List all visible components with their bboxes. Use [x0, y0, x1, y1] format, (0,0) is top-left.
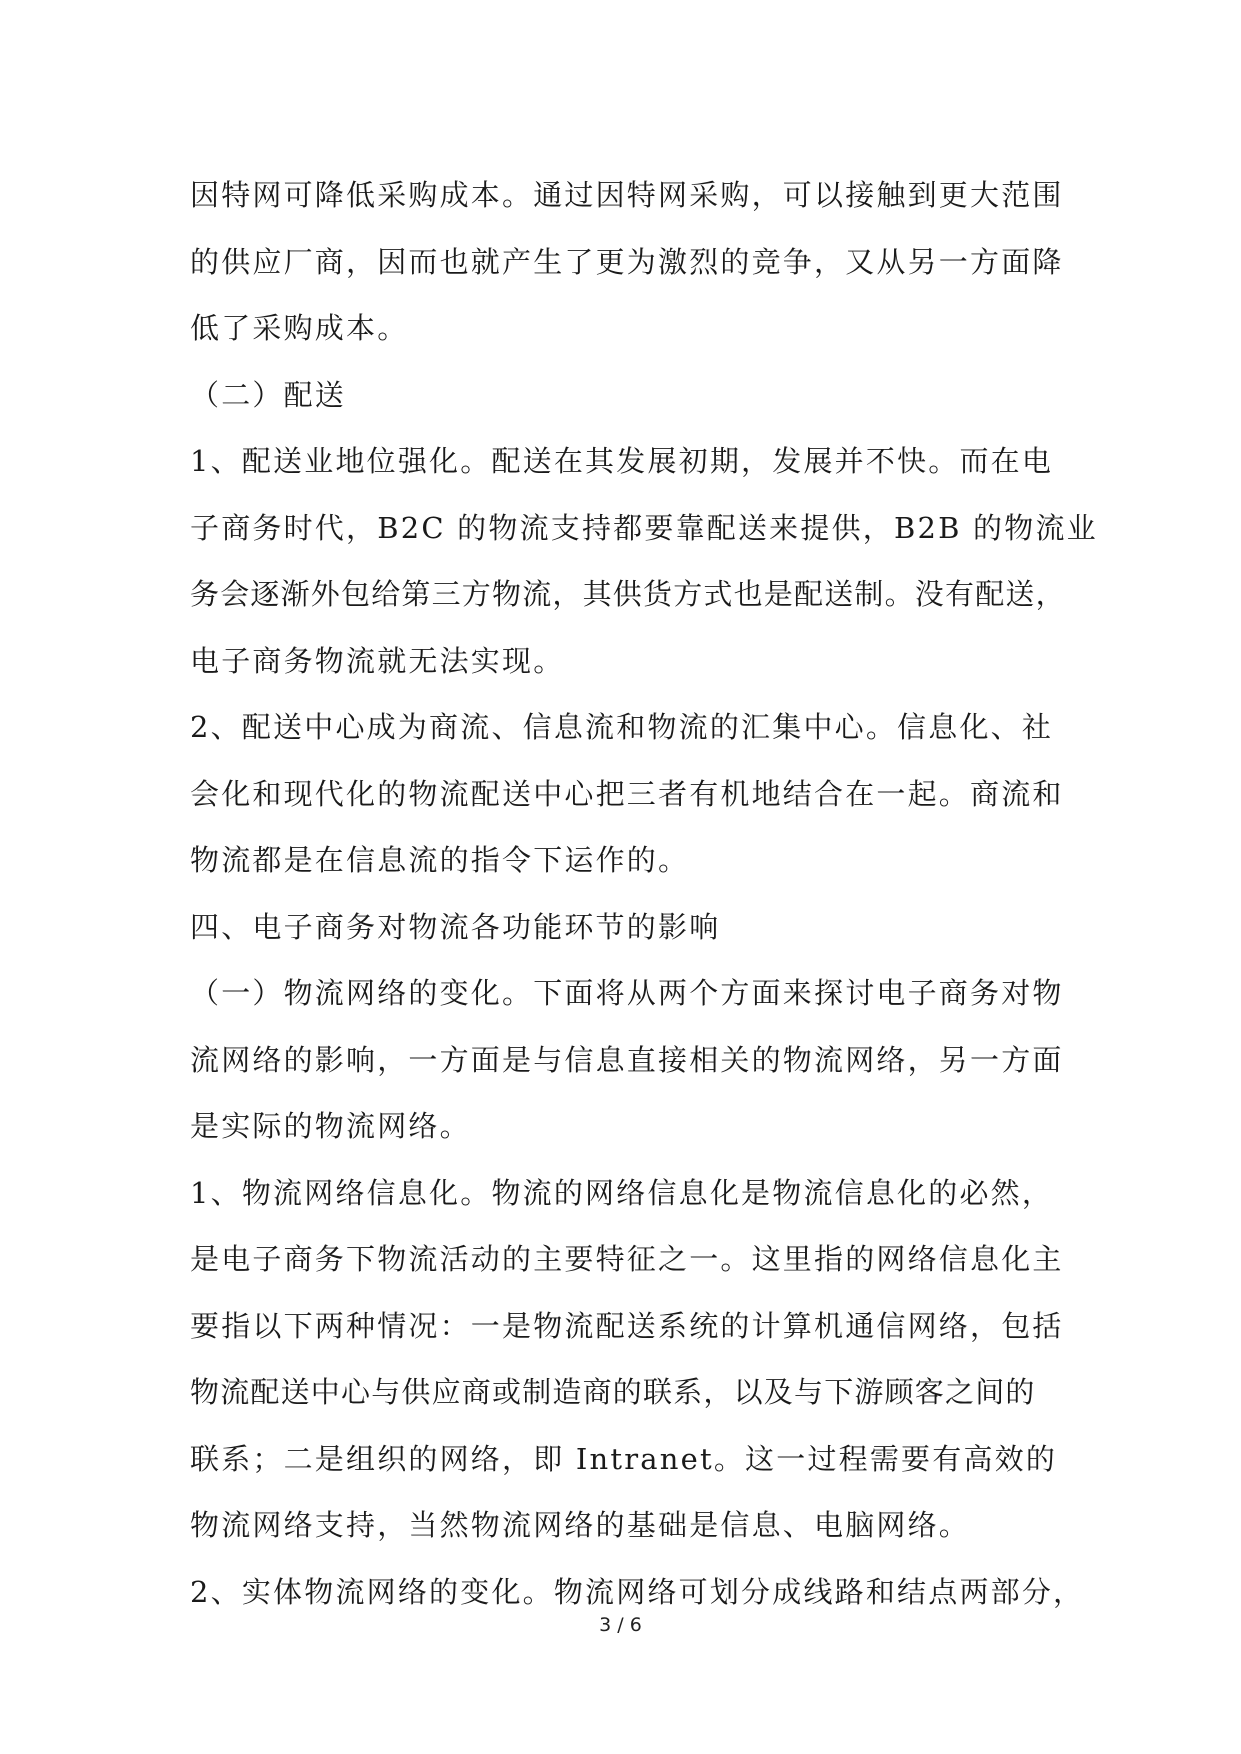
- section-heading: （二）配送: [190, 377, 347, 412]
- text-line: 因特网可降低采购成本。通过因特网采购，可以接触到更大范围: [190, 178, 1064, 212]
- text-line: 低了采购成本。: [190, 311, 409, 345]
- text-line: 子商务时代，B2C 的物流支持都要靠配送来提供，B2B 的物流业: [190, 510, 1098, 545]
- text-line: 的供应厂商，因而也就产生了更为激烈的竞争，又从另一方面降: [190, 244, 1064, 279]
- text-line: 2、配送中心成为商流、信息流和物流的汇集中心。信息化、社: [190, 710, 1054, 744]
- text-line: 物流配送中心与供应商或制造商的联系，以及与下游顾客之间的: [190, 1375, 1036, 1409]
- text-line: 会化和现代化的物流配送中心把三者有机地结合在一起。商流和: [190, 776, 1064, 811]
- text-line: 1、物流网络信息化。物流的网络信息化是物流信息化的必然，: [190, 1175, 1054, 1210]
- text-line: 流网络的影响，一方面是与信息直接相关的物流网络，另一方面: [190, 1042, 1064, 1077]
- text-line: 联系；二是组织的网络，即 Intranet。这一过程需要有高效的: [190, 1441, 1058, 1476]
- text-line: 务会逐渐外包给第三方物流，其供货方式也是配送制。没有配送，: [190, 577, 1066, 611]
- text-line: 要指以下两种情况：一是物流配送系统的计算机通信网络，包括: [190, 1308, 1064, 1343]
- text-line: 物流都是在信息流的指令下运作的。: [190, 843, 690, 877]
- text-line: （一）物流网络的变化。下面将从两个方面来探讨电子商务对物: [190, 976, 1064, 1010]
- document-body: [190, 162, 1098, 1625]
- section-heading: 四、电子商务对物流各功能环节的影响: [190, 909, 721, 944]
- text-line: 1、配送业地位强化。配送在其发展初期，发展并不快。而在电: [190, 444, 1054, 478]
- text-line: 电子商务物流就无法实现。: [190, 643, 565, 678]
- text-line: 是电子商务下物流活动的主要特征之一。这里指的网络信息化主: [190, 1242, 1064, 1276]
- text-line: 是实际的物流网络。: [190, 1109, 471, 1143]
- text-line: 物流网络支持，当然物流网络的基础是信息、电脑网络。: [190, 1508, 971, 1542]
- text-line: 2、实体物流网络的变化。物流网络可划分成线路和结点两部分，: [190, 1574, 1085, 1609]
- page-number: 3 / 6: [599, 1614, 642, 1636]
